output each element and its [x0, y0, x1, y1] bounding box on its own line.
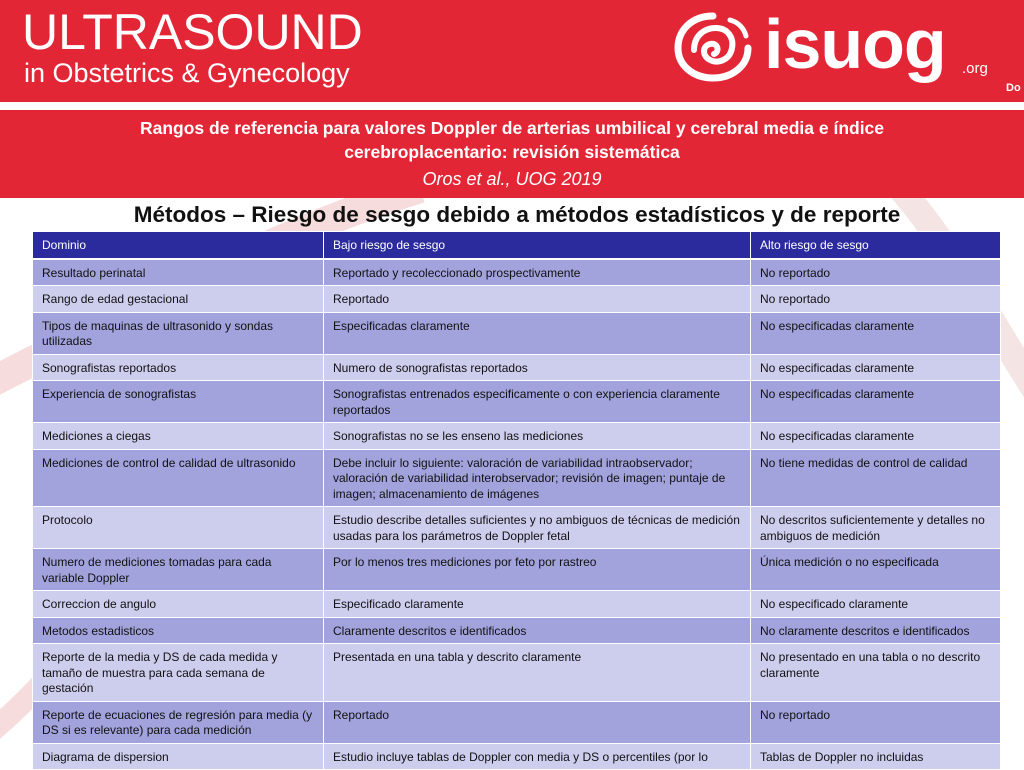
table-row	[33, 286, 1001, 313]
cell-low-risk: Por lo menos tres mediciones por feto por rastreo	[324, 549, 751, 591]
isuog-emblem-icon	[672, 10, 754, 82]
cell-high-risk: No reportado	[751, 701, 1001, 743]
cell-high-risk: No reportado	[751, 259, 1001, 286]
corner-text: Do	[1006, 82, 1021, 94]
cell-low-risk: Estudio incluye tablas de Doppler con media y DS o percentiles (por lo	[324, 743, 751, 770]
column-header-high-risk: Alto riesgo de sesgo	[751, 232, 1001, 259]
risk-of-bias-table	[32, 231, 1001, 770]
cell-low-risk: Numero de sonografistas reportados	[324, 354, 751, 381]
cell-high-risk: Única medición o no especificada	[751, 549, 1001, 591]
cell-low-risk: Reportado	[324, 286, 751, 313]
cell-low-risk: Reportado	[324, 701, 751, 743]
journal-title: ULTRASOUND	[22, 4, 363, 60]
cell-high-risk: No presentado en una tabla o no descrito claramente	[751, 644, 1001, 702]
cell-high-risk: No especificadas claramente	[751, 423, 1001, 450]
cell-domain: Sonografistas reportados	[33, 354, 324, 381]
cell-high-risk: Tablas de Doppler no incluidas	[751, 743, 1001, 770]
table-row	[33, 312, 1001, 354]
cell-domain: Reporte de ecuaciones de regresión para media (y DS si es relevante) para cada medición	[33, 701, 324, 743]
table-row	[33, 259, 1001, 286]
cell-high-risk: No especificadas claramente	[751, 354, 1001, 381]
cell-domain: Tipos de maquinas de ultrasonido y sondas utilizadas	[33, 312, 324, 354]
cell-low-risk: Especificadas claramente	[324, 312, 751, 354]
cell-low-risk: Sonografistas entrenados especificamente o con experiencia claramente reportados	[324, 381, 751, 423]
table-row	[33, 449, 1001, 507]
cell-low-risk: Estudio describe detalles suficientes y no ambiguos de técnicas de medición usadas para los parámetros de Doppler fetal	[324, 507, 751, 549]
cell-domain: Resultado perinatal	[33, 259, 324, 286]
cell-high-risk: No descritos suficientemente y detalles no ambiguos de medición	[751, 507, 1001, 549]
cell-low-risk: Sonografistas no se les enseno las mediciones	[324, 423, 751, 450]
table-row	[33, 743, 1001, 770]
cell-domain: Diagrama de dispersion	[33, 743, 324, 770]
table-row	[33, 617, 1001, 644]
isuog-logo-suffix: .org	[962, 60, 988, 77]
cell-domain: Rango de edad gestacional	[33, 286, 324, 313]
cell-low-risk: Especificado claramente	[324, 591, 751, 618]
cell-domain: Numero de mediciones tomadas para cada variable Doppler	[33, 549, 324, 591]
cell-domain: Experiencia de sonografistas	[33, 381, 324, 423]
column-header-low-risk: Bajo riesgo de sesgo	[324, 232, 751, 259]
slide-heading: Métodos – Riesgo de sesgo debido a métodos estadísticos y de reporte	[133, 202, 901, 227]
journal-subtitle: in Obstetrics & Gynecology	[24, 58, 350, 88]
cell-domain: Correccion de angulo	[33, 591, 324, 618]
table-row	[33, 354, 1001, 381]
cell-domain: Mediciones a ciegas	[33, 423, 324, 450]
isuog-logo-text: isuog	[764, 5, 946, 83]
cell-high-risk: No especificadas claramente	[751, 381, 1001, 423]
table-row	[33, 381, 1001, 423]
cell-low-risk: Presentada en una tabla y descrito claramente	[324, 644, 751, 702]
table-row	[33, 549, 1001, 591]
article-title: Rangos de referencia para valores Doppler de arterias umbilical y cerebral media e índice cerebroplacentario: revisión sistemática	[139, 118, 885, 162]
journal-header	[0, 0, 1024, 102]
table-row	[33, 423, 1001, 450]
table-row	[33, 701, 1001, 743]
cell-high-risk: No reportado	[751, 286, 1001, 313]
column-header-domain: Dominio	[33, 232, 324, 259]
cell-low-risk: Claramente descritos e identificados	[324, 617, 751, 644]
table-row	[33, 591, 1001, 618]
cell-low-risk: Debe incluir lo siguiente: valoración de variabilidad intraobservador; valoración de variabilidad interobservador; revisión de imagen; puntaje de imagen; almacenamiento de imágenes	[324, 449, 751, 507]
cell-low-risk: Reportado y recoleccionado prospectivamente	[324, 259, 751, 286]
cell-domain: Reporte de la media y DS de cada medida y tamaño de muestra para cada semana de gestación	[33, 644, 324, 702]
table-row	[33, 507, 1001, 549]
header-divider	[0, 102, 1024, 110]
cell-domain: Protocolo	[33, 507, 324, 549]
article-banner	[0, 110, 1024, 198]
table-row	[33, 644, 1001, 702]
table-header-row	[33, 232, 1001, 259]
cell-high-risk: No especificadas claramente	[751, 312, 1001, 354]
cell-high-risk: No tiene medidas de control de calidad	[751, 449, 1001, 507]
cell-domain: Mediciones de control de calidad de ultrasonido	[33, 449, 324, 507]
cell-high-risk: No claramente descritos e identificados	[751, 617, 1001, 644]
article-citation: Oros et al., UOG 2019	[422, 169, 602, 189]
cell-high-risk: No especificado claramente	[751, 591, 1001, 618]
cell-domain: Metodos estadisticos	[33, 617, 324, 644]
